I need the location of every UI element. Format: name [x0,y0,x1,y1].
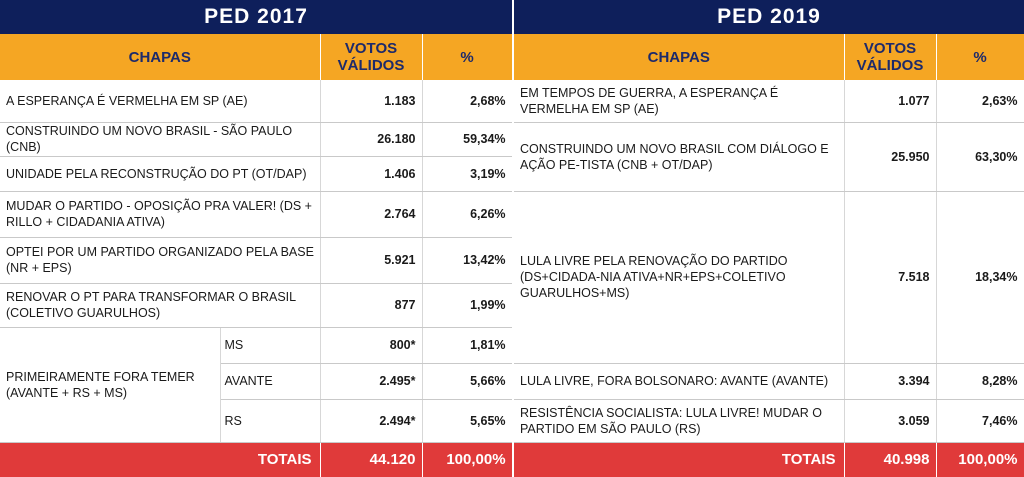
chapa-name: RESISTÊNCIA SOCIALISTA: LULA LIVRE! MUDAR O PARTIDO EM SÃO PAULO (RS) [514,399,844,442]
pct-header: % [422,34,512,80]
chapa-name: LULA LIVRE, FORA BOLSONARO: AVANTE (AVANTE) [514,363,844,399]
votos-value: 7.518 [844,191,936,363]
chapa-name: CONSTRUINDO UM NOVO BRASIL - SÃO PAULO (CNB) [0,122,320,156]
votos-value: 2.495* [320,363,422,399]
votos-value: 25.950 [844,122,936,191]
chapas-header: CHAPAS [514,34,844,80]
table-row [514,399,1024,442]
table-row [0,237,512,283]
totals-row [0,442,512,477]
votos-value: 3.059 [844,399,936,442]
pct-value: 2,63% [936,80,1024,122]
table-row [0,80,512,122]
votos-header: VOTOS VÁLIDOS [320,34,422,80]
pct-value: 13,42% [422,237,512,283]
totals-votos: 44.120 [320,442,422,477]
chapa-name: RENOVAR O PT PARA TRANSFORMAR O BRASIL (COLETIVO GUARULHOS) [0,283,320,327]
totals-pct: 100,00% [936,442,1024,477]
chapa-name: CONSTRUINDO UM NOVO BRASIL COM DIÁLOGO E AÇÃO PE-TISTA (CNB + OT/DAP) [514,122,844,191]
votos-value: 2.494* [320,399,422,442]
pct-value: 7,46% [936,399,1024,442]
chapa-name: A ESPERANÇA É VERMELHA EM SP (AE) [0,80,320,122]
ped-2019-table [514,0,1024,477]
votos-value: 2.764 [320,191,422,237]
ped-2017-title: PED 2017 [0,0,512,34]
votos-value: 800* [320,327,422,363]
pct-value: 8,28% [936,363,1024,399]
table-row [514,191,1024,363]
votos-value: 1.406 [320,156,422,191]
totals-row [514,442,1024,477]
table-row [0,191,512,237]
table-row [514,122,1024,191]
pct-value: 6,26% [422,191,512,237]
pct-value: 18,34% [936,191,1024,363]
chapa-name: LULA LIVRE PELA RENOVAÇÃO DO PARTIDO (DS+CIDADA-NIA ATIVA+NR+EPS+COLETIVO GUARULHOS+MS) [514,191,844,363]
totals-pct: 100,00% [422,442,512,477]
chapa-name: MUDAR O PARTIDO - OPOSIÇÃO PRA VALER! (DS + RILLO + CIDADANIA ATIVA) [0,191,320,237]
table-row [514,363,1024,399]
votos-value: 26.180 [320,122,422,156]
table-row [0,327,512,363]
pct-value: 1,99% [422,283,512,327]
sub-chapa-label: RS [220,399,320,442]
chapa-name: OPTEI POR UM PARTIDO ORGANIZADO PELA BASE (NR + EPS) [0,237,320,283]
chapa-name: UNIDADE PELA RECONSTRUÇÃO DO PT (OT/DAP) [0,156,320,191]
sub-chapa-label: MS [220,327,320,363]
table-row [0,122,512,156]
pct-value: 5,65% [422,399,512,442]
pct-value: 2,68% [422,80,512,122]
totals-label: TOTAIS [514,442,844,477]
chapas-header: CHAPAS [0,34,320,80]
sub-chapa-label: AVANTE [220,363,320,399]
chapa-name: EM TEMPOS DE GUERRA, A ESPERANÇA É VERMELHA EM SP (AE) [514,80,844,122]
votos-value: 3.394 [844,363,936,399]
pct-value: 1,81% [422,327,512,363]
votos-value: 1.183 [320,80,422,122]
votos-value: 877 [320,283,422,327]
table-row [514,80,1024,122]
pct-value: 3,19% [422,156,512,191]
votos-header: VOTOS VÁLIDOS [844,34,936,80]
chapa-group-name: PRIMEIRAMENTE FORA TEMER (AVANTE + RS + MS) [0,327,220,442]
totals-label: TOTAIS [0,442,320,477]
pct-header: % [936,34,1024,80]
totals-votos: 40.998 [844,442,936,477]
table-row [0,156,512,191]
ped-2019-title: PED 2019 [514,0,1024,34]
table-row [0,283,512,327]
pct-value: 63,30% [936,122,1024,191]
votos-value: 1.077 [844,80,936,122]
votos-value: 5.921 [320,237,422,283]
pct-value: 5,66% [422,363,512,399]
pct-value: 59,34% [422,122,512,156]
